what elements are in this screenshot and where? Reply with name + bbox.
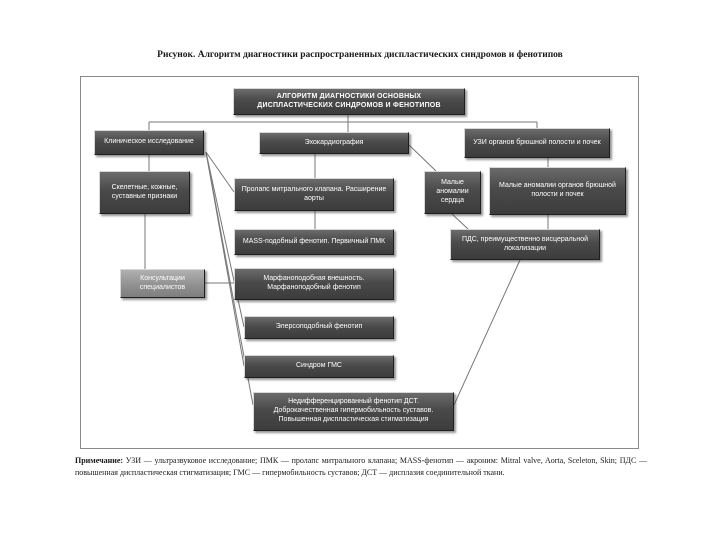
node-algorithm-root: АЛГОРИТМ ДИАГНОСТИКИ ОСНОВНЫХ ДИСПЛАСТИЧЕСКИХ СИНДРОМОВ И ФЕНОТИПОВ: [233, 88, 465, 115]
node-specialist-consultations: Консультации специалистов: [120, 269, 205, 298]
node-marfanoid-phenotype: Марфаноподобная внешность. Марфаноподобный фенотип: [234, 268, 394, 300]
note-label: Примечание:: [75, 456, 124, 465]
node-mitral-prolapse-aorta: Пролапс митрального клапана. Расширение аорты: [234, 178, 394, 211]
node-mass-like-phenotype: MASS-подобный фенотип. Первичный ПМК: [234, 229, 394, 255]
node-minor-heart-anomalies: Малые аномалии сердца: [424, 171, 481, 214]
node-echocardiography: Эхокардиография: [259, 132, 409, 154]
node-minor-abdominal-anomalies: Малые аномалии органов брюшной полости и почек: [489, 167, 626, 215]
node-clinical-examination: Клиническое исследование: [94, 130, 204, 155]
note-text: УЗИ — ультразвуковое исследование; ПМК — пролапс митрального клапана; MASS-фенотип — акроним: Mitral valve, Aorta, Sceleton, Skin; ПДС — повышенная диспластическая стигматизация; ГМС — гипермобильность суставов; ДСТ — дисплазия соединительной ткани.: [75, 456, 647, 477]
node-pds-visceral: ПДС, преимущественно висцеральной локализации: [450, 229, 600, 260]
node-abdominal-ultrasound: УЗИ органов брюшной полости и почек: [464, 128, 610, 158]
figure-caption: Рисунок. Алгоритм диагностики распространенных диспластических синдромов и фенотипов: [157, 50, 563, 60]
node-external-signs: Скелетные, кожные, суставные признаки: [99, 171, 190, 214]
node-ehlers-like-phenotype: Элерсоподобный фенотип: [244, 316, 394, 339]
figure-note: [75, 455, 647, 478]
node-gms-syndrome: Синдром ГМС: [244, 355, 394, 378]
node-undifferentiated-dst: Недифференцированный фенотип ДСТ. Доброкачественная гипермобильность суставов. Повышенная диспластическая стигматизация: [253, 392, 454, 431]
